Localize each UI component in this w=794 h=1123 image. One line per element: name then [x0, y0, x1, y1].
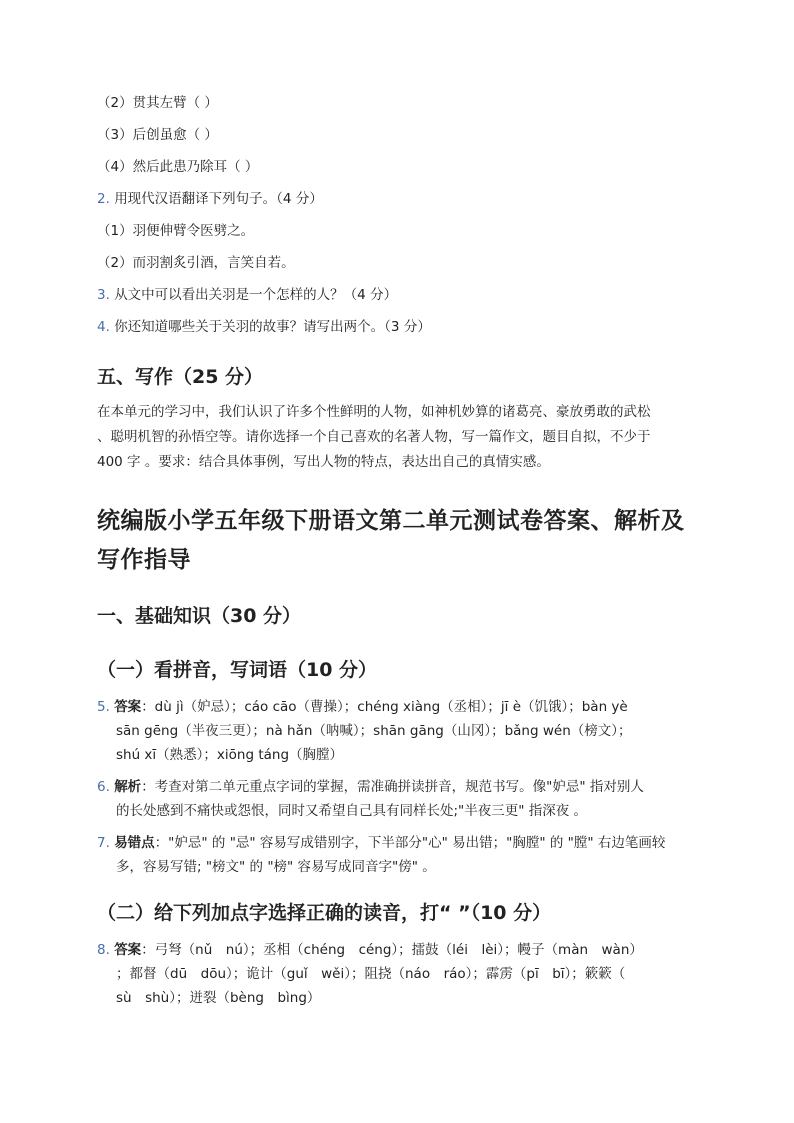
question-text: 从文中可以看出关羽是一个怎样的人？（4 分） [114, 287, 398, 303]
item-continuation: 多，容易写错; "榜文" 的 "榜" 容易写成同音字"傍" 。 [116, 859, 436, 875]
item-label: 解析 [114, 779, 142, 795]
list-item-7 [97, 833, 665, 853]
question-item: （2）而羽割炙引酒，言笑自若。 [97, 255, 295, 271]
item-number: 6. [97, 779, 110, 795]
item-label: 答案 [114, 942, 142, 958]
subsection-heading-1: （一）看拼音，写词语（10 分） [97, 659, 378, 681]
item-text: ：弓弩（nǔ nú）；丞相（chéng céng）；擂鼓（léi lèi）；幔子（màn wàn） [141, 942, 643, 958]
item-continuation: sù shù）；迸裂（bèng bìng） [116, 990, 321, 1006]
question-item: （3）后创虽愈（ ） [97, 127, 218, 143]
question-item: （4）然后此患乃除耳（ ） [97, 159, 259, 175]
question-4 [97, 317, 431, 337]
question-text: 用现代汉语翻译下列句子。（4 分） [114, 191, 323, 207]
answer-title-line1: 统编版小学五年级下册语文第二单元测试卷答案、解析及 [97, 508, 685, 534]
section-heading-writing: 五、写作（25 分） [97, 366, 264, 388]
subsection-heading-2: （二）给下列加点字选择正确的读音，打“ ”（10 分） [97, 902, 552, 924]
question-2 [97, 189, 323, 209]
question-item: （1）羽便伸臂令医劈之。 [97, 223, 255, 239]
list-item-6 [97, 777, 644, 797]
item-continuation: sān gēng（半夜三更）；nà hǎn（呐喊）；shān gāng（山冈）；bǎng wén（榜文）； [116, 723, 632, 739]
item-continuation: ；都督（dū dōu）；诡计（guǐ wěi）；阻挠（náo ráo）；霹雳（pī bī）；簌簌（ [116, 966, 626, 982]
item-number: 5. [97, 699, 110, 715]
question-3 [97, 285, 397, 305]
item-number: 7. [97, 835, 110, 851]
question-number: 2. [97, 191, 110, 207]
item-text: ：考查对第二单元重点字词的掌握，需准确拼读拼音，规范书写。像"妒忌" 指对别人 [141, 779, 644, 795]
question-number: 3. [97, 287, 110, 303]
writing-prompt-line: 、聪明机智的孙悟空等。请你选择一个自己喜欢的名著人物，写一篇作文，题目自拟，不少于 [97, 429, 651, 445]
item-number: 8. [97, 942, 110, 958]
question-number: 4. [97, 319, 110, 335]
item-label: 答案 [114, 699, 142, 715]
answer-title-line2: 写作指导 [97, 547, 191, 573]
item-label: 易错点 [114, 835, 155, 851]
list-item-5 [97, 697, 628, 717]
writing-prompt-line: 在本单元的学习中，我们认识了许多个性鲜明的人物，如神机妙算的诸葛亮、豪放勇敢的武松 [97, 404, 651, 420]
question-text: 你还知道哪些关于关羽的故事？请写出两个。（3 分） [114, 319, 431, 335]
section-heading-basics: 一、基础知识（30 分） [97, 605, 302, 627]
writing-prompt-line: 400 字 。要求：结合具体事例，写出人物的特点，表达出自己的真情实感。 [97, 454, 550, 470]
item-text: ：dù jì（妒忌）；cáo cāo（曹操）；chéng xiàng（丞相）；jī è（饥饿）；bàn yè [141, 699, 628, 715]
item-text: ："妒忌" 的 "忌" 容易写成错别字，下半部分"心" 易出错；"胸膛" 的 "膛" 右边笔画较 [154, 835, 666, 851]
list-item-8 [97, 940, 643, 960]
item-continuation: shú xī（熟悉）；xiōng táng（胸膛） [116, 747, 344, 763]
item-continuation: 的长处感到不痛快或怨恨，同时又希望自己具有同样长处;"半夜三更" 指深夜 。 [116, 803, 588, 819]
question-item: （2）贯其左臂（ ） [97, 95, 218, 111]
